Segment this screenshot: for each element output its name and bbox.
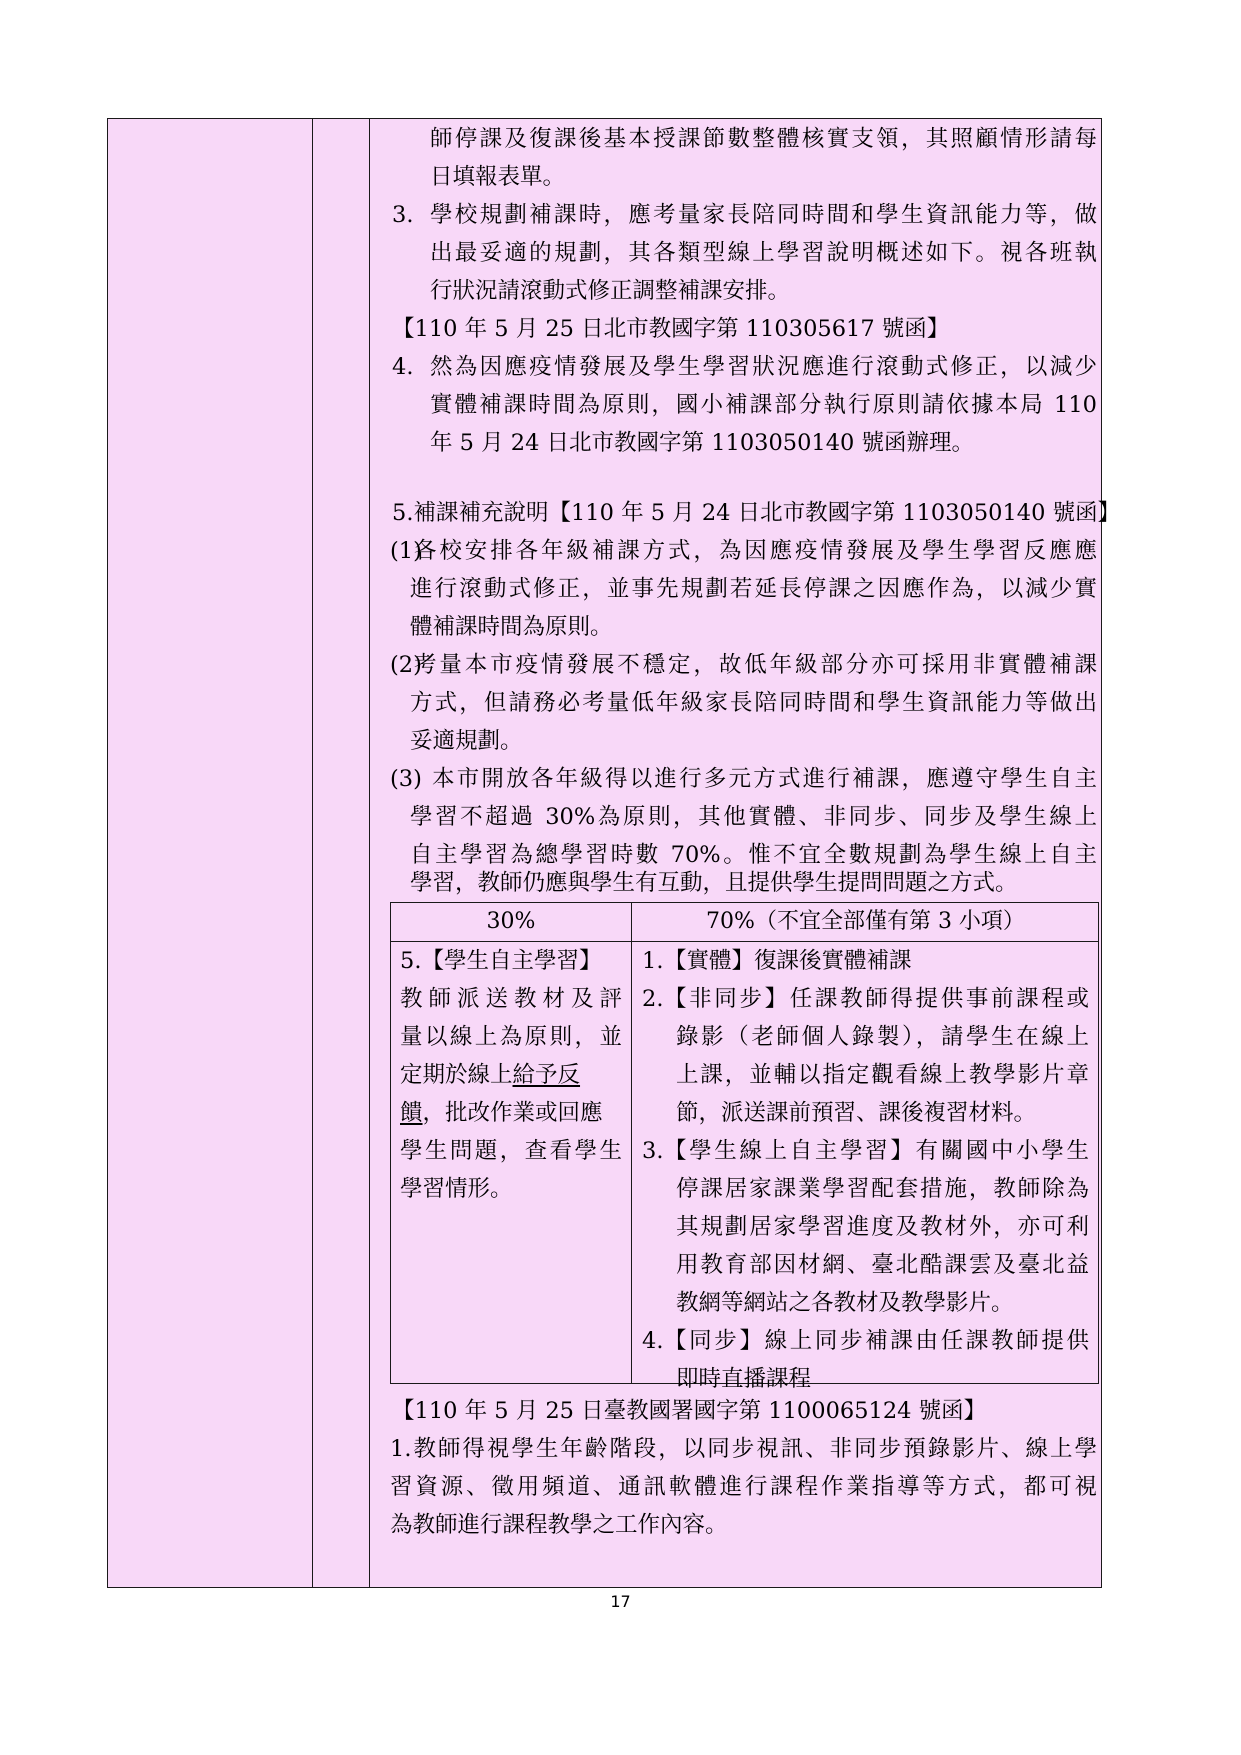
- sub2-line-2: 方式，但請務必考量低年級家長陪同時間和學生資訊能力等做出: [410, 690, 1097, 716]
- table-column-divider: [631, 903, 632, 1383]
- sub1-line-3: 體補課時間為原則。: [410, 614, 613, 640]
- right-item3-line-1: 【學生線上自主學習】有關國中小學生: [664, 1138, 1089, 1164]
- item3-line-2: 出最妥適的規劃，其各類型線上學習說明概述如下。視各班執: [430, 240, 1097, 266]
- right-item4-number: 4.: [642, 1328, 664, 1354]
- item4-line-1: 然為因應疫情發展及學生學習狀況應進行滾動式修正，以減少: [430, 354, 1097, 380]
- item4-line-3: 年 5 月 24 日北市教國字第 1103050140 號函辦理。: [430, 430, 975, 456]
- underlined-feedback-text-2: 饋: [400, 1100, 423, 1126]
- sub1-line-2: 進行滾動式修正，並事先規劃若延長停課之因應作為，以減少實: [410, 576, 1097, 602]
- underlined-feedback-text: 給予反: [512, 1062, 581, 1088]
- item5-title: 5.補課補充說明【110 年 5 月 24 日北市教國字第 1103050140 號函】: [392, 500, 1121, 526]
- sub1-number: (1): [390, 538, 422, 564]
- item3-line-1: 學校規劃補課時，應考量家長陪同時間和學生資訊能力等，做: [430, 202, 1097, 228]
- table-header-70: 70%（不宜全部僅有第 3 小項）: [706, 909, 1025, 934]
- right-item4-line-1: 【同步】線上同步補課由任課教師提供: [664, 1328, 1089, 1354]
- sub3-line-2: 學習不超過 30%為原則，其他實體、非同步、同步及學生線上: [410, 804, 1097, 830]
- left-cell-line-4: 定期於線上給予反: [400, 1062, 581, 1088]
- item4-line-2: 實體補課時間為原則，國小補課部分執行原則請依據本局 110: [430, 392, 1097, 418]
- table-column-left: [107, 118, 313, 1588]
- sub3-line-1: 本市開放各年級得以進行多元方式進行補課，應遵守學生自主: [432, 766, 1097, 792]
- item4-number: 4.: [392, 354, 414, 380]
- right-item3-line-3: 其規劃居家學習進度及教材外，亦可利: [676, 1214, 1089, 1240]
- right-item2-number: 2.: [642, 986, 664, 1012]
- item3-number: 3.: [392, 202, 414, 228]
- item2-line-2: 日填報表單。: [430, 164, 566, 190]
- right-item2-line-3: 上課，並輔以指定觀看線上教學影片章: [676, 1062, 1089, 1088]
- final-para-line-2: 習資源、徵用頻道、通訊軟體進行課程作業指導等方式，都可視: [390, 1474, 1097, 1500]
- sub2-number: (2): [390, 652, 422, 678]
- sub2-line-3: 妥適規劃。: [410, 728, 523, 754]
- left-cell-line-7: 學習情形。: [400, 1176, 513, 1202]
- final-para-line-3: 為教師進行課程教學之工作內容。: [390, 1512, 728, 1538]
- table-header-30: 30%: [486, 909, 536, 934]
- right-item1-line-1: 【實體】復課後實體補課: [664, 948, 912, 974]
- reference-1: 【110 年 5 月 25 日北市教國字第 110305617 號函】: [392, 316, 950, 342]
- left-cell-line-6: 學生問題，查看學生: [400, 1138, 622, 1164]
- table-column-middle: [312, 118, 370, 1588]
- right-item2-line-1: 【非同步】任課教師得提供事前課程或: [664, 986, 1089, 1012]
- sub3-line-4: 學習，教師仍應與學生有互動，且提供學生提問問題之方式。: [410, 870, 1018, 896]
- right-item3-number: 3.: [642, 1138, 664, 1164]
- page-number: 17: [610, 1592, 631, 1611]
- right-item1-number: 1.: [642, 948, 664, 974]
- left-cell-line-3: 量以線上為原則，並: [400, 1024, 622, 1050]
- right-item3-line-5: 教網等網站之各教材及教學影片。: [676, 1290, 1014, 1316]
- reference-2: 【110 年 5 月 25 日臺教國署國字第 1100065124 號函】: [392, 1398, 987, 1424]
- right-item2-line-4: 節，派送課前預習、課後複習材料。: [676, 1100, 1037, 1126]
- sub3-line-3: 自主學習為總學習時數 70%。惟不宜全數規劃為學生線上自主: [410, 842, 1097, 868]
- right-item3-line-2: 停課居家課業學習配套措施，教師除為: [676, 1176, 1089, 1202]
- sub1-line-1: 各校安排各年級補課方式，為因應疫情發展及學生學習反應應: [414, 538, 1097, 564]
- left-cell-line-1: 5.【學生自主學習】: [400, 948, 602, 974]
- sub2-line-1: 考量本市疫情發展不穩定，故低年級部分亦可採用非實體補課: [414, 652, 1097, 678]
- item2-line-1: 師停課及復課後基本授課節數整體核實支領，其照顧情形請每: [430, 126, 1097, 152]
- right-item2-line-2: 錄影（老師個人錄製），請學生在線上: [676, 1024, 1089, 1050]
- sub3-number: (3): [390, 766, 422, 792]
- item3-line-3: 行狀況請滾動式修正調整補課安排。: [430, 278, 791, 304]
- left-cell-line-5: 饋，批改作業或回應: [400, 1100, 603, 1126]
- right-item4-line-2: 即時直播課程: [676, 1366, 812, 1392]
- left-cell-line-2: 教師派送教材及評: [400, 986, 622, 1012]
- final-para-line-1: 1.教師得視學生年齡階段，以同步視訊、非同步預錄影片、線上學: [390, 1436, 1097, 1462]
- right-item3-line-4: 用教育部因材網、臺北酷課雲及臺北益: [676, 1252, 1089, 1278]
